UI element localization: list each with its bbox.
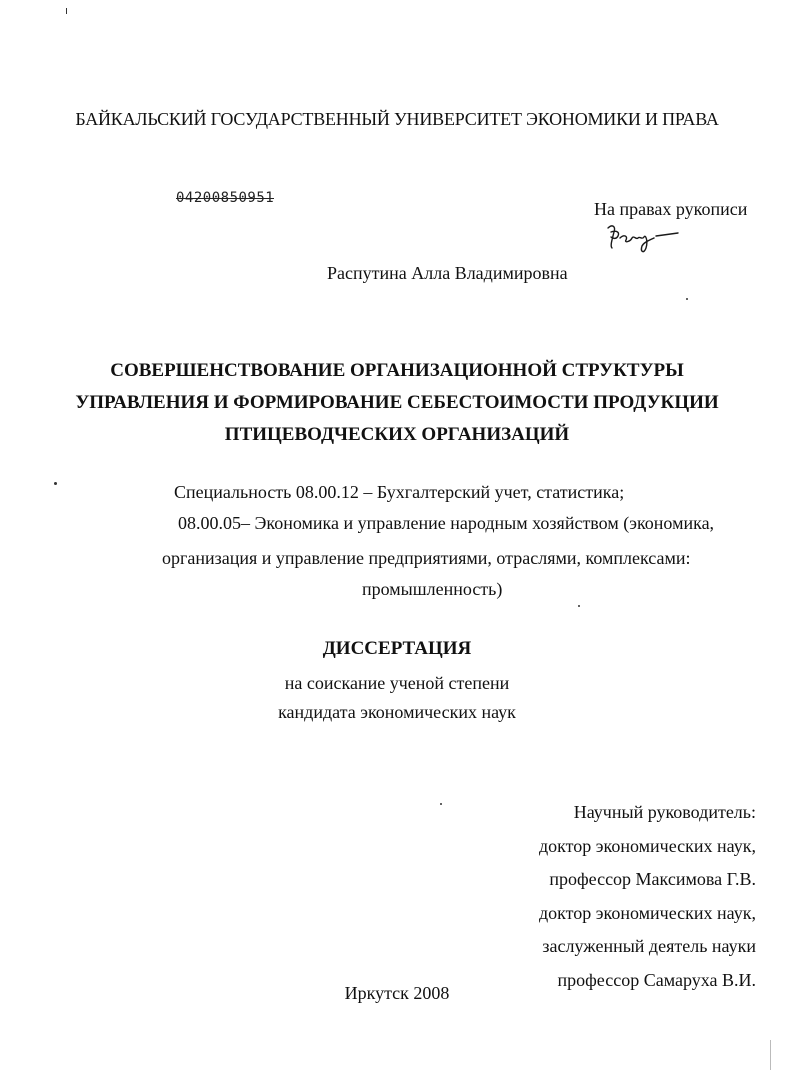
- scan-speck: [686, 298, 688, 300]
- supervisor-line: Научный руководитель:: [573, 802, 756, 822]
- author-signature: [602, 220, 682, 260]
- supervisor-line: профессор Самаруха В.И.: [557, 969, 756, 990]
- specialty-line-3: организация и управление предприятиями, отраслями, комплексами:: [162, 548, 691, 568]
- dissertation-title: [0, 355, 794, 451]
- title-line: ПТИЦЕВОДЧЕСКИХ ОРГАНИЗАЦИЙ: [224, 424, 570, 445]
- specialty-line-1: Специальность 08.00.12 – Бухгалтерский учет, статистика;: [174, 482, 625, 502]
- supervisor-block: [539, 796, 756, 997]
- document-type: ДИССЕРТАЦИЯ: [322, 638, 472, 659]
- city-year: Иркутск 2008: [344, 983, 450, 1003]
- specialty-line-2: 08.00.05– Экономика и управление народным хозяйством (экономика,: [178, 513, 715, 533]
- title-line: УПРАВЛЕНИЯ И ФОРМИРОВАНИЕ СЕБЕСТОИМОСТИ ПРОДУКЦИИ: [75, 392, 719, 413]
- degree-line-1: на соискание ученой степени: [284, 673, 510, 693]
- supervisor-line: заслуженный деятель науки: [542, 936, 756, 956]
- author-name: Распутина Алла Владимировна: [327, 263, 568, 283]
- supervisor-line: доктор экономических наук,: [539, 902, 756, 923]
- supervisor-line: профессор Максимова Г.В.: [549, 869, 756, 889]
- supervisor-line: доктор экономических наук,: [539, 835, 756, 856]
- scan-speck: [66, 8, 67, 14]
- title-line: СОВЕРШЕНСТВОВАНИЕ ОРГАНИЗАЦИОННОЙ СТРУКТУРЫ: [110, 360, 684, 381]
- university-name: БАЙКАЛЬСКИЙ ГОСУДАРСТВЕННЫЙ УНИВЕРСИТЕТ ЭКОНОМИКИ И ПРАВА: [75, 109, 719, 129]
- stamp-strike-line: [176, 198, 274, 199]
- scan-speck: [770, 1040, 771, 1070]
- rights-notice: На правах рукописи: [594, 199, 748, 219]
- degree-line-2: кандидата экономических наук: [278, 702, 516, 722]
- scan-speck: [440, 803, 442, 805]
- specialty-line-4: промышленность): [362, 579, 503, 599]
- archive-stamp-number: [176, 190, 274, 206]
- stamp-number-text: 04200850951: [176, 190, 275, 206]
- scan-speck: [578, 605, 580, 607]
- scan-speck: [54, 482, 57, 485]
